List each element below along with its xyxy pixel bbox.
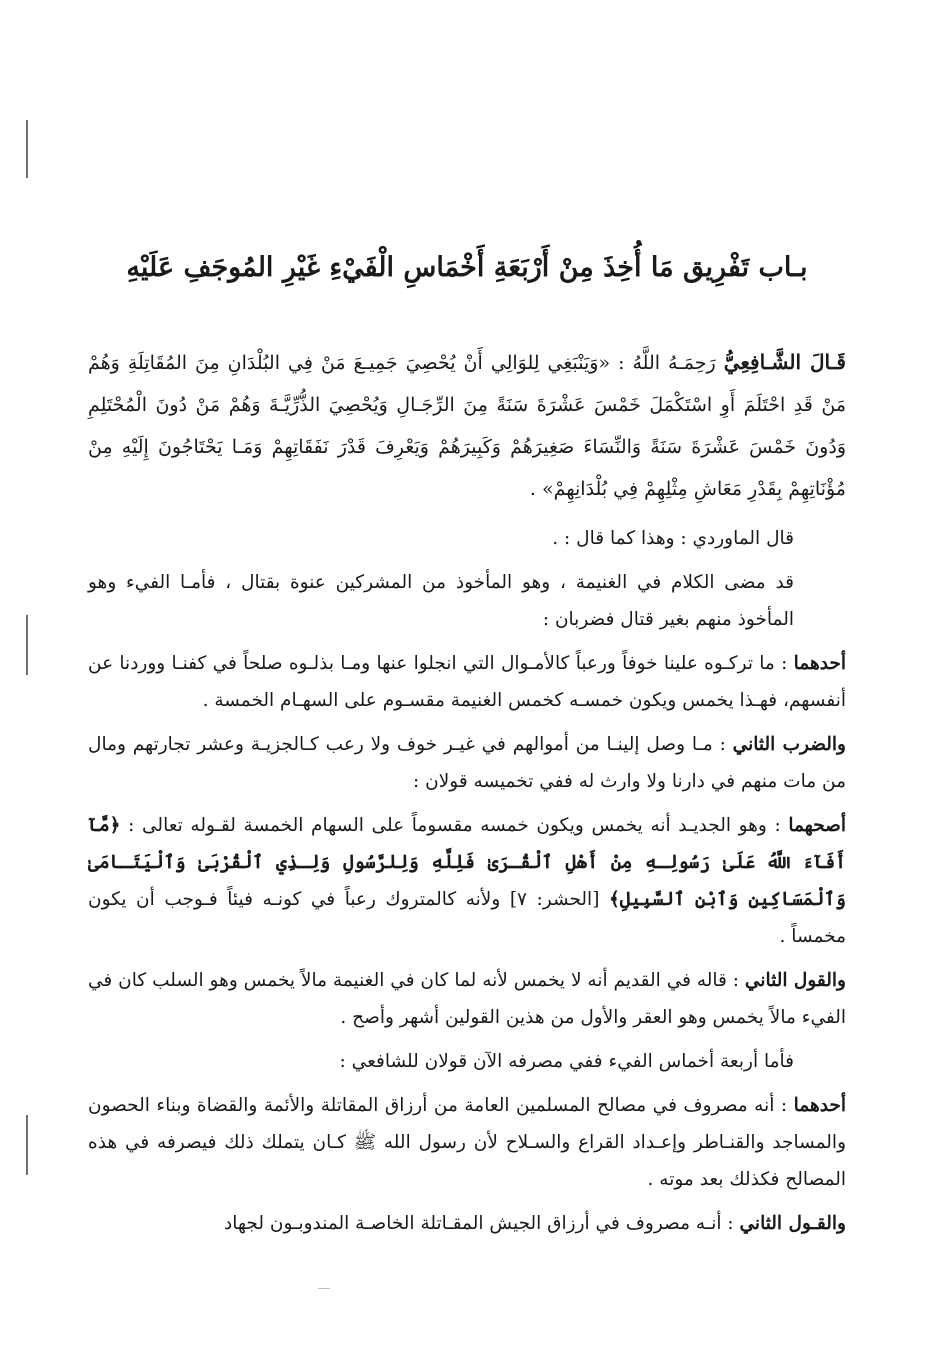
paragraph-text: قال الماوردي : وهذا كما قال : . <box>552 527 794 549</box>
paragraph-text: : وهو الجديـد أنه يخمس ويكون خمسه مقسوماً على السهام الخمسة لقـوله تعالى : <box>120 814 781 836</box>
shafii-quote-paragraph <box>88 341 846 510</box>
paragraph <box>88 807 846 955</box>
paragraph <box>88 645 846 719</box>
paragraph-text: : أنـه مصروف في أرزاق الجيش المقـاتلة الخاصـة المندوبـون لجهاد <box>224 1212 734 1234</box>
paragraph-text: : مـا وصل إلينـا من أموالهم في غيـر خوف ولا رعب كـالجزيـة وعشر تجارتهم ومال من مات منهم في دارنا ولا وارث له ففي تخميسه قولان : <box>88 733 846 792</box>
paragraph <box>88 726 846 800</box>
paragraph <box>88 962 846 1036</box>
page-body <box>88 248 846 1249</box>
paragraph-lead: أحدهما <box>793 1094 846 1116</box>
paragraph-text: فأما أربعة أخماس الفيء ففي مصرفه الآن قولان للشافعي : <box>339 1050 794 1072</box>
paragraph-text: : ما تركـوه علينا خوفاً ورعباً كالأمـوال التي انجلوا عنها ومـا بذلـوه صلحاً في كفنـا ووردنا عن أنفسهم، فهـذا يخمس ويكون خمسـه كخمس الغنيمة مقسـوم على السهـام الخمسة . <box>88 652 846 711</box>
paragraph-text: رَحِمَـهُ اللَّهُ : «وَيَنْبَغِي لِلوَالِي أَنْ يُحْصِيَ جَمِيـعَ مَنْ فِي البُلْدَانِ مِنَ المُقَاتِلَةِ وَهُمْ مَنْ قَدِ احْتَلَمَ أَوِ اسْتَكْمَلَ خَمْسَ عَشْرَةَ سَنَةً مِنَ الرِّجَـالِ وَيُحْصِيَ الذُّرِّيَّـةَ وَهُمْ مَنْ دُونَ الْمُحْتَلِمِ وَدُونَ خَمْسَ عَشْرَةَ سَنَةً وَالنِّسَاءَ صَغِيرَهُمْ وَكَبِيرَهُمْ وَيَعْرِفَ قَدْرَ نَفَقَاتِهِمْ وَمَـا يَحْتَاجُونَ إِلَيْهِ مِنْ مُؤْنَاتِهِمْ بِقَدْرِ مَعَاشِ مِثْلِهِمْ فِي بُلْدَانِهِمْ» . <box>88 351 846 500</box>
footer-mark <box>318 1288 330 1289</box>
margin-rule-middle <box>26 615 28 675</box>
paragraph <box>88 1087 846 1198</box>
paragraph-text: : أنه مصروف في مصالح المسلمين العامة من أرزاق المقاتلة والأئمة والقضاة وبناء الحصون والمساجد والقنـاطر وإعـداد القراع والسـلاح لأن رسول الله ﷺ كـان يتملك ذلك فيصرفه في هذه المصالح فكذلك بعد موته . <box>88 1094 846 1190</box>
paragraph-lead: والقـول الثاني <box>739 1212 846 1234</box>
chapter-title: بـاب تَفْرِيق مَا أُخِذَ مِنْ أَرْبَعَةِ أَخْمَاسِ الْفَيْءِ غَيْرِ المُوجَفِ عَلَيْهِ <box>126 252 808 283</box>
paragraph <box>88 564 846 638</box>
paragraph-lead: أحدهما <box>793 652 846 674</box>
paragraph-text: قد مضى الكلام في الغنيمة ، وهو المأخوذ من المشركين عنوة بقتال ، فأمـا الفيء وهو المأخوذ منهم بغير قتال فضربان : <box>88 571 794 630</box>
mawardi-paragraph <box>88 520 846 557</box>
paragraph-lead: قَـالَ الشَّـافِعِيُّ <box>723 349 846 374</box>
paragraph-lead: والضرب الثاني <box>732 733 846 755</box>
paragraph <box>88 1205 846 1242</box>
paragraph-lead: والقول الثاني <box>744 969 846 991</box>
paragraph-tail: [الحشر: ٧] ولأنه كالمتروك رعباً في كونـه فيئاً فـوجب أن يكون مخمساً . <box>88 888 846 947</box>
quran-verse: ﴿مَّآ أَفَآءَ اللَّهُ عَلَىٰ رَسُولِـهِ مِنْ أَهْلِ ٱلْقُـرَىٰ فَلِلَّهِ وَلِلرَّسُولِ وَلِـذِي ٱلْقُرْبَىٰ وَٱلْيَتَـامَىٰ وَٱلْمَسَاكِينِ وَٱبْنِ ٱلسَّبِيلِ﴾ <box>88 814 846 910</box>
paragraph <box>88 1043 846 1080</box>
margin-rule-bottom <box>26 1115 28 1175</box>
margin-rule-top <box>26 120 28 178</box>
paragraph-lead: أصحهما <box>788 814 846 836</box>
paragraph-text: : قاله في القديم أنه لا يخمس لأنه لما كان في الغنيمة مالاً يخمس وهو السلب كان في الفيء مالاً يخمس وهو العقر والأول من هذين القولين أشهر وأصح . <box>88 969 846 1028</box>
